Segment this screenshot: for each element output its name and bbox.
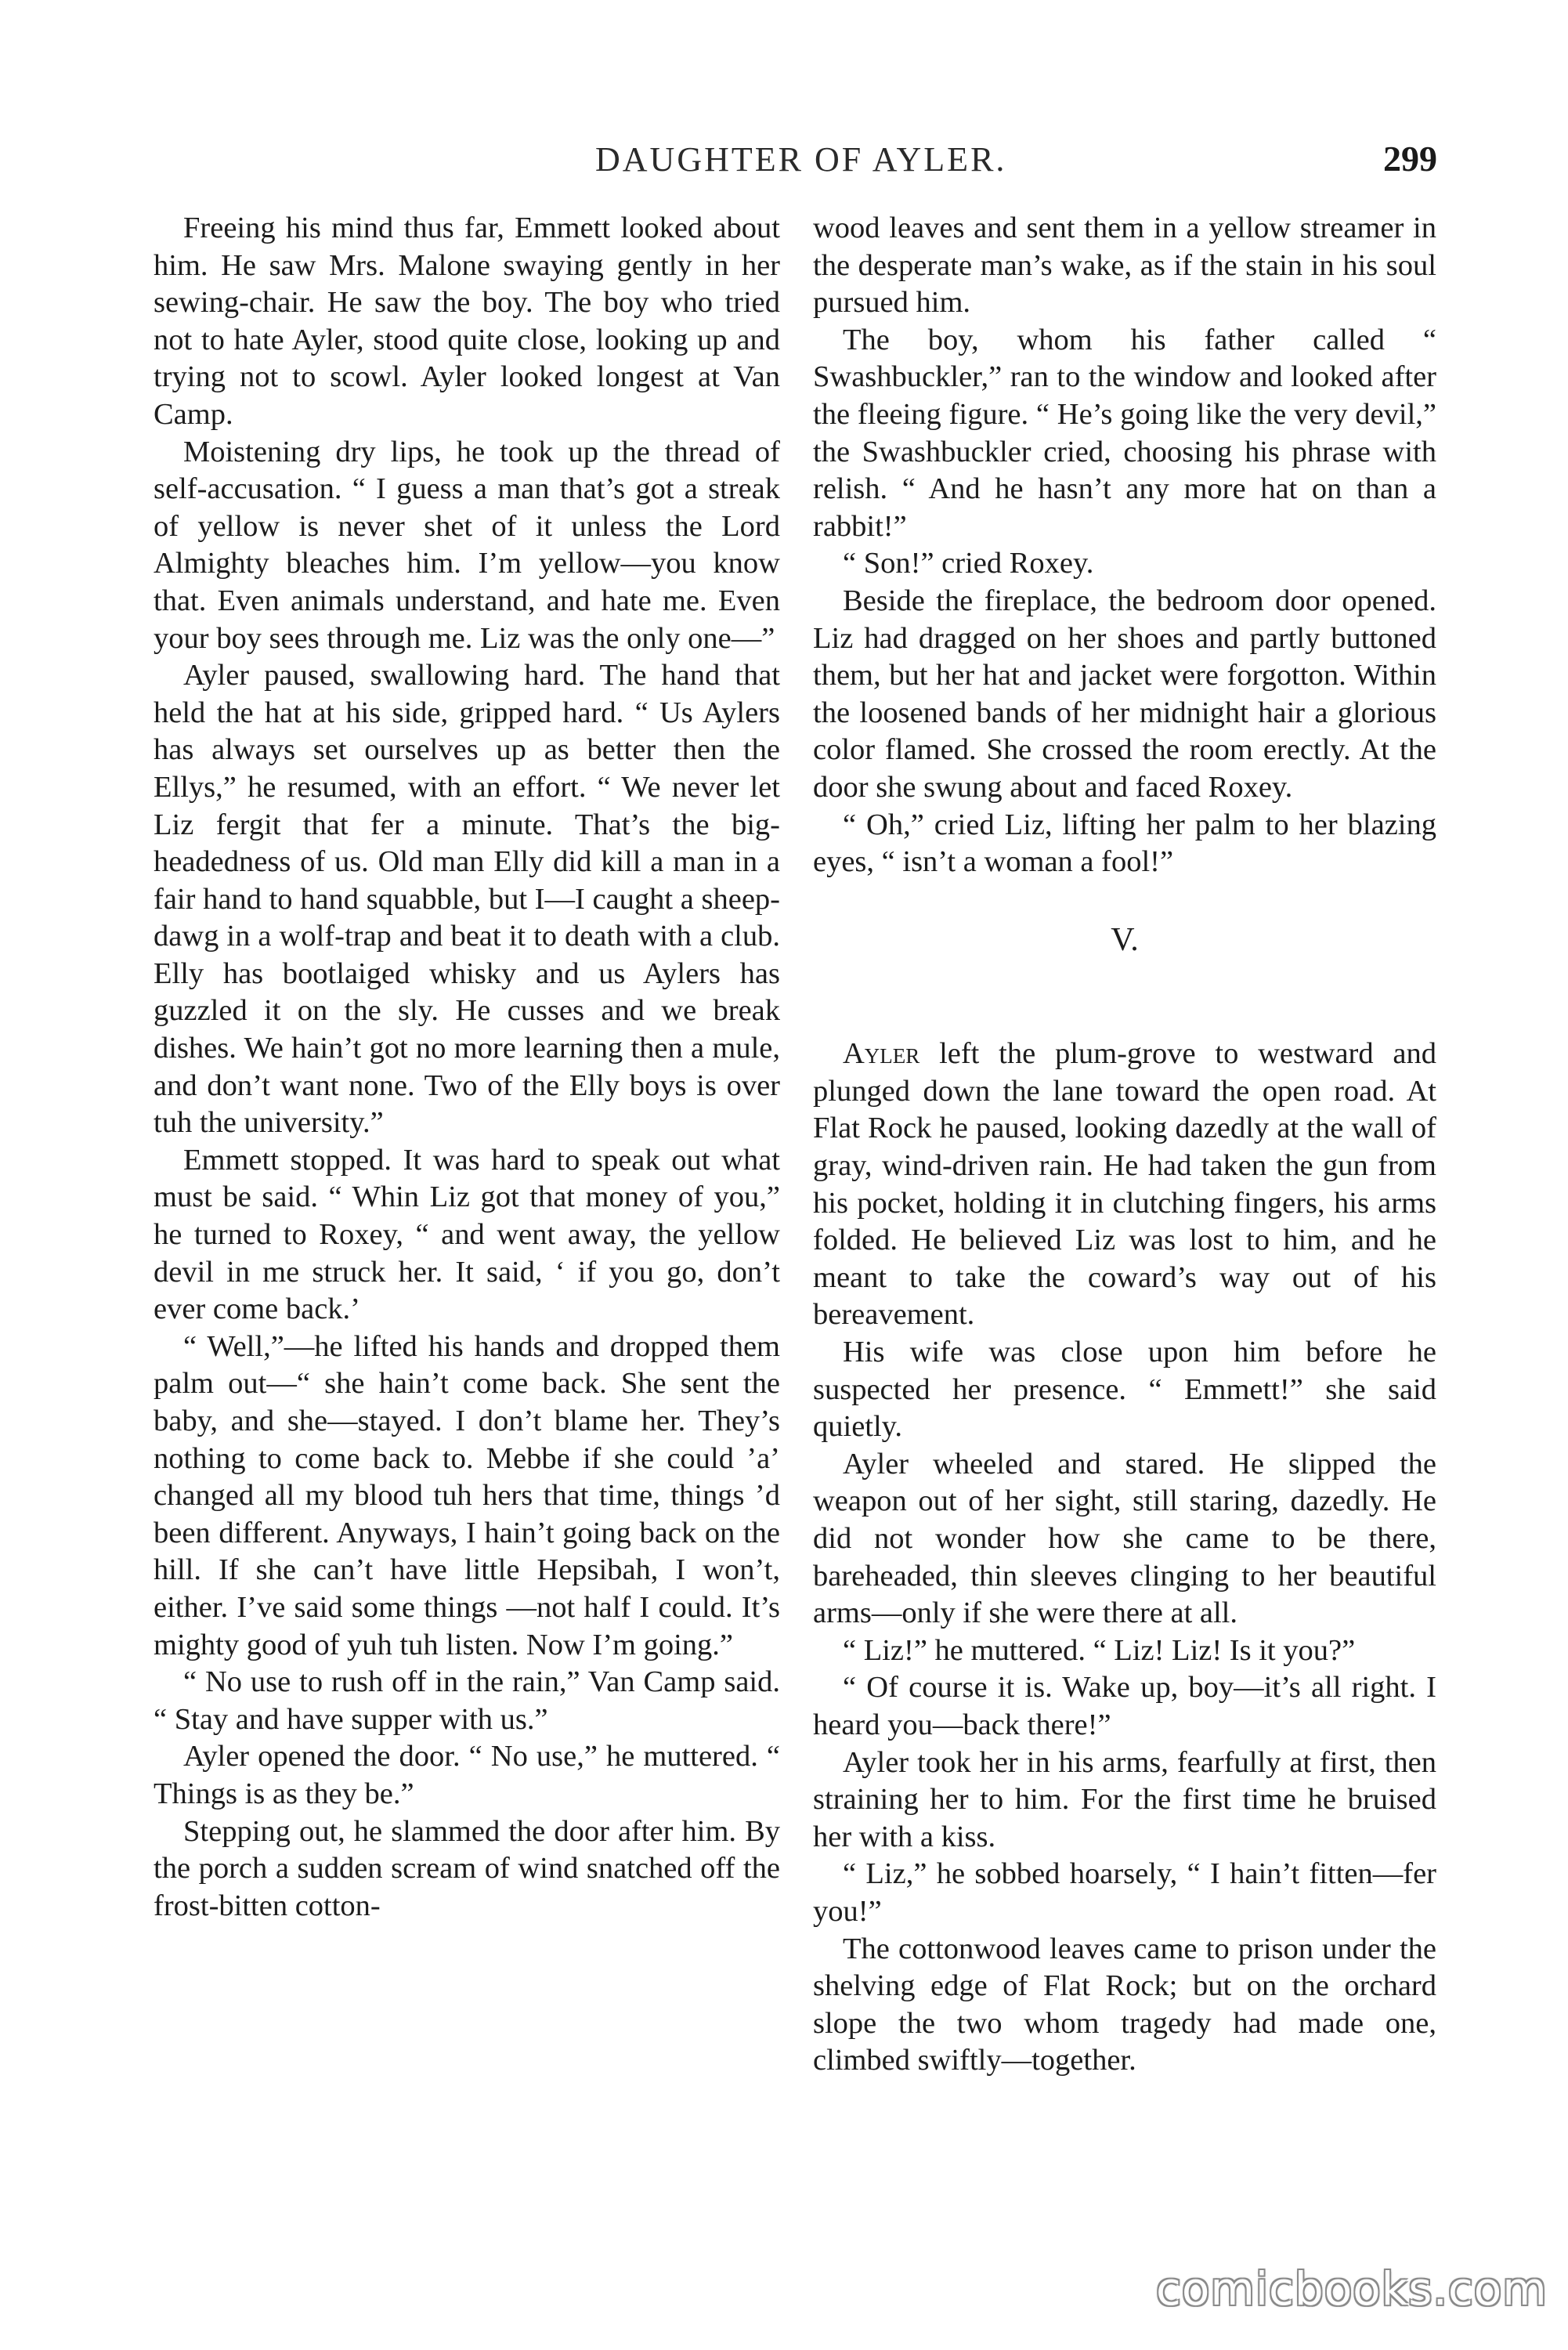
paragraph: “ Oh,” cried Liz, lifting her palm to her blazing eyes, “ isn’t a woman a fool!” bbox=[813, 808, 1436, 879]
paragraph: “ Well,”—he lifted his hands and dropped them palm out—“ she hain’t come back. She sent the baby, and she—stayed. I don’t blame her. They’s nothing to come back to. Mebbe if she could ’a’ changed all my blood tuh hers that time, things ’d been different. Anyways, I hain’t going back on the hill. If she can’t have little Hepsibah, I won’t, either. I’ve said some things —not half I could. It’s mighty good of yuh tuh listen. Now I’m going.” bbox=[154, 1329, 780, 1661]
paragraph: His wife was close upon him before he suspected her presence. “ Emmett!” she said quietly. bbox=[813, 1336, 1436, 1444]
paragraph: Ayler opened the door. “ No use,” he muttered. “ Things is as they be.” bbox=[154, 1740, 780, 1810]
paragraph: “ Son!” cried Roxey. bbox=[843, 547, 1094, 580]
paragraph: Freeing his mind thus far, Emmett looked about him. He saw Mrs. Malone swaying gently in her sewing-chair. He saw the boy. The boy who tried not to hate Ayler, stood quite close, looking up and trying not to scowl. Ayler looked longest at Van Camp. bbox=[154, 212, 780, 431]
paragraph: “ No use to rush off in the rain,” Van Camp said. “ Stay and have supper with us.” bbox=[154, 1665, 780, 1736]
paragraph: Beside the fireplace, the bedroom door opened. Liz had dragged on her shoes and partly buttoned them, but her hat and jacket were forgotton. Within the loosened bands of her midnight hair a glorious color flamed. She crossed the room erectly. At the door she swung about and faced Roxey. bbox=[813, 584, 1436, 804]
lead-rest: left the plum-grove to westward and plunged down the lane toward the open road. At Flat Rock he paused, looking dazedly at the wall of gray, wind-driven rain. He had taken the gun from his pocket, holding it in clutching fingers, his arms folded. He believed Liz was lost to him, and he meant to take the coward’s way out of his bereavement. bbox=[813, 1037, 1436, 1332]
paragraph: Ayler took her in his arms, fearfully at first, then straining her to him. For the first time he bruised her with a kiss. bbox=[813, 1745, 1436, 1853]
paragraph: “ Of course it is. Wake up, boy—it’s all right. I heard you—back there!” bbox=[813, 1671, 1436, 1741]
paragraph: Ayler paused, swallowing hard. The hand that held the hat at his side, gripped hard. “ Us Aylers has always set ourselves up as better then the Ellys,” he resumed, with an effort. “ We never let Liz fergit that fer a minute. That’s the big-headedness of us. Old man Elly did kill a man in a fair hand to hand squabble, but I—I caught a sheep-dawg in a wolf-trap and beat it to death with a club. Elly has bootlaiged whisky and us Aylers has guzzled it on the sly. He cusses and we break dishes. We hain’t got no more learning then a mule, and don’t want none. Two of the Elly boys is over tuh the university.” bbox=[154, 659, 780, 1140]
watermark: comicbooks.com bbox=[1156, 2262, 1548, 2316]
paragraph: “ Liz,” he sobbed hoarsely, “ I hain’t fitten—fer you!” bbox=[813, 1857, 1436, 1928]
paragraph-continued: wood leaves and sent them in a yellow streamer in the desperate man’s wake, as if the stain in his soul pursued him. bbox=[813, 212, 1436, 320]
section-opening-paragraph bbox=[813, 1036, 1436, 1334]
section-heading: V. bbox=[1111, 921, 1139, 958]
paragraph: “ Liz!” he muttered. “ Liz! Liz! Is it you?” bbox=[843, 1633, 1356, 1667]
right-text-column bbox=[813, 210, 1436, 2080]
left-text-column bbox=[154, 210, 780, 1925]
paragraph: Emmett stopped. It was hard to speak out what must be said. “ Whin Liz got that money of you,” he turned to Roxey, “ and went away, the yellow devil in me struck her. It said, ‘ if you go, don’t ever come back.’ bbox=[154, 1143, 780, 1326]
paragraph: The boy, whom his father called “ Swashbuckler,” ran to the window and looked after the fleeing figure. “ He’s going like the very devil,” the Swashbuckler cried, choosing his phrase with relish. “ And he hasn’t any more hat on than a rabbit!” bbox=[813, 323, 1436, 543]
page-number: 299 bbox=[1383, 139, 1437, 179]
paragraph: The cottonwood leaves came to prison under the shelving edge of Flat Rock; but on the orchard slope the two whom tragedy had made one, climbed swiftly—together. bbox=[813, 1932, 1436, 2077]
paragraph: Ayler wheeled and stared. He slipped the weapon out of her sight, still staring, dazedly. He did not wonder how she came to be there, bareheaded, thin sleeves clinging to her beautiful arms—only if she were there at all. bbox=[813, 1447, 1436, 1630]
running-title: DAUGHTER OF AYLER. bbox=[595, 140, 1007, 179]
lead-word: Ayler bbox=[843, 1037, 920, 1071]
paragraph: Stepping out, he slammed the door after him. By the porch a sudden scream of wind snatched off the frost-bitten cotton- bbox=[154, 1814, 780, 1922]
paragraph: Moistening dry lips, he took up the thread of self-accusation. “ I guess a man that’s got a streak of yellow is never shet of it unless the Lord Almighty bleaches him. I’m yellow—you know that. Even animals understand, and hate me. Even your boy sees through me. Liz was the only one—” bbox=[154, 435, 780, 655]
